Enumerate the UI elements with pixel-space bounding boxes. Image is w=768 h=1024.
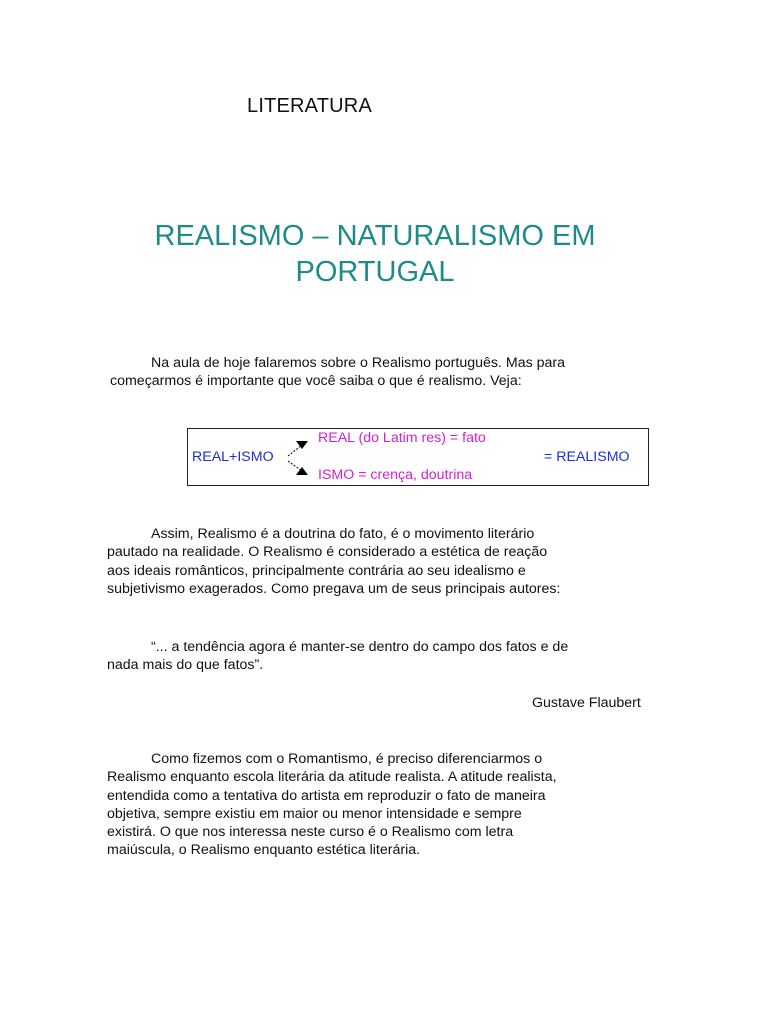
comparison-line: objetiva, sempre existiu em maior ou menor intensidade e sempre	[107, 805, 522, 822]
comparison-line: entendida como a tentativa do artista em reproduzir o fato de maneira	[107, 787, 546, 804]
definition-paragraph	[107, 525, 597, 598]
comparison-line: Como fizemos com o Romantismo, é preciso diferenciarmos o	[151, 751, 543, 767]
intro-line: começarmos é importante que você saiba o que é realismo. Veja:	[110, 373, 522, 390]
definition-line: pautado na realidade. O Realismo é considerado a estética de reação	[107, 544, 548, 561]
definition-line: aos ideais românticos, principalmente contrária ao seu idealismo e	[107, 562, 526, 579]
page-title	[100, 218, 650, 290]
intro-paragraph	[107, 354, 597, 391]
comparison-line: existirá. O que nos interessa neste curso é o Realismo com letra	[107, 824, 514, 841]
quote-line: “... a tendência agora é manter-se dentro do campo dos fatos e de	[151, 639, 569, 655]
quote-paragraph	[107, 638, 597, 675]
comparison-line: maiúscula, o Realismo enquanto estética literária.	[107, 842, 421, 859]
title-line-1: REALISMO – NATURALISMO EM	[154, 220, 596, 252]
etymology-real: REAL (do Latim res) = fato	[318, 430, 486, 446]
quote-line: nada mais do que fatos”.	[107, 657, 264, 674]
subject-heading: LITERATURA	[247, 95, 372, 117]
definition-line: subjetivismo exagerados. Como pregava um de seus principais autores:	[107, 580, 561, 597]
etymology-box	[187, 428, 649, 486]
intro-line: Na aula de hoje falaremos sobre o Realismo português. Mas para	[151, 355, 566, 371]
definition-line: Assim, Realismo é a doutrina do fato, é o movimento literário	[151, 526, 535, 542]
etymology-ismo: ISMO = crença, doutrina	[318, 467, 473, 483]
etymology-result: = REALISMO	[544, 449, 630, 465]
comparison-line: Realismo enquanto escola literária da atitude realista. A atitude realista,	[107, 769, 557, 786]
quote-author: Gustave Flaubert	[532, 695, 641, 711]
branch-arrows-icon	[286, 438, 314, 478]
comparison-paragraph	[107, 750, 587, 860]
etymology-word: REAL+ISMO	[192, 449, 274, 465]
title-line-2: PORTUGAL	[295, 256, 455, 288]
